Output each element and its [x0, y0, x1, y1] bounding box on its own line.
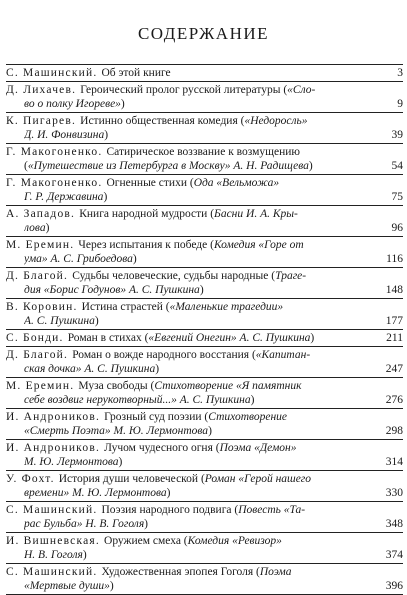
toc-work-title: Басни И. А. Кры- — [214, 208, 298, 220]
separator-line — [6, 112, 403, 113]
toc-entry-text — [24, 221, 377, 235]
toc-work-title: Н. В. Гоголя — [24, 549, 83, 561]
toc-essay-title: Истина страстей ( — [81, 301, 170, 313]
toc-entry-line — [6, 114, 403, 128]
toc-essay-title: ) — [82, 549, 87, 561]
toc-essay-title: Оружием смеха ( — [104, 535, 188, 547]
toc-entry[interactable] — [6, 114, 403, 142]
separator-line — [6, 81, 403, 82]
toc-page-number: 3 — [397, 67, 403, 79]
toc-work-title: Роман «Герой нашего — [204, 473, 312, 485]
toc-author: Г. Макогоненко. — [6, 146, 107, 158]
toc-work-title: «Недоросль» — [244, 115, 308, 127]
toc-entry-line — [6, 300, 403, 314]
toc-essay-title: Об этой книге — [101, 67, 171, 79]
toc-work-title: «Путешествие из Петербурга в Москву» А. Н. Радищева — [27, 160, 309, 172]
toc-entry-text — [6, 114, 377, 128]
toc-entry[interactable] — [6, 534, 403, 562]
separator-line — [6, 563, 403, 564]
toc-author: С. Машинский. — [6, 67, 102, 79]
toc-entry-line — [6, 65, 403, 81]
toc-page-number: 314 — [385, 456, 403, 468]
toc-entry-line — [6, 145, 403, 159]
toc-entry-line — [6, 424, 403, 438]
toc-essay-title: Художественная эпопея Гоголя ( — [101, 566, 260, 578]
separator-line — [6, 298, 403, 299]
toc-entry[interactable] — [6, 379, 403, 407]
toc-entry-line — [6, 534, 403, 548]
toc-work-title: А. С. Пушкина — [24, 315, 95, 327]
toc-essay-title: Поэзия народного подвига ( — [101, 504, 239, 516]
toc-entry[interactable] — [6, 441, 403, 469]
toc-entry-text — [6, 145, 377, 159]
toc-entry-text — [6, 83, 377, 97]
toc-work-title: «Евгений Онегин» А. С. Пушкина — [148, 332, 311, 344]
toc-work-title: Г. Р. Державина — [24, 191, 104, 203]
toc-page-number: 247 — [385, 363, 403, 375]
toc-entry-line — [6, 348, 403, 362]
toc-work-title: лова — [24, 222, 46, 234]
toc-essay-title: Героический пролог русской литературы ( — [80, 84, 288, 96]
toc-entry[interactable] — [6, 269, 403, 297]
toc-entry-line — [6, 207, 403, 221]
toc-entry-text — [6, 503, 377, 517]
toc-essay-title: ) — [120, 98, 125, 110]
toc-essay-title: ( — [24, 160, 28, 172]
toc-work-title: Д. И. Фонвизина — [24, 129, 105, 141]
toc-essay-title: ) — [166, 487, 171, 499]
toc-author: Д. Благой. — [6, 270, 73, 282]
toc-entry-line — [6, 97, 403, 111]
toc-work-title: дия «Борис Годунов» А. С. Пушкина — [24, 284, 200, 296]
toc-entry-line — [6, 128, 403, 142]
separator-line — [6, 174, 403, 175]
toc-work-title: Поэма «Демон» — [219, 442, 297, 454]
toc-entry-text — [24, 424, 377, 438]
toc-entry[interactable] — [6, 472, 403, 500]
toc-work-title: себе воздвиг нерукотворный...» А. С. Пушкина — [24, 394, 251, 406]
toc-entry-line — [6, 221, 403, 235]
toc-author: М. Еремин. — [6, 380, 79, 392]
toc-page-number: 330 — [385, 487, 403, 499]
toc-entry-line — [6, 548, 403, 562]
toc-work-title: Поэма — [259, 566, 292, 578]
toc-entry-text — [24, 190, 377, 204]
toc-entry[interactable] — [6, 300, 403, 328]
toc-page-number: 374 — [385, 549, 403, 561]
separator-line — [6, 267, 403, 268]
toc-essay-title: ) — [199, 284, 204, 296]
toc-work-title: «Смерть Поэта» М. Ю. Лермонтова — [24, 425, 209, 437]
toc-work-title: ума» А. С. Грибоедова — [24, 253, 133, 265]
toc-entry-text — [24, 362, 377, 376]
table-of-contents — [6, 64, 403, 595]
toc-entry-text — [6, 565, 377, 579]
toc-essay-title: Огненные стихи ( — [106, 177, 194, 189]
toc-entry[interactable] — [6, 83, 403, 111]
page-title: СОДЕРЖАНИЕ — [137, 24, 270, 43]
toc-essay-title: История души человеческой ( — [58, 473, 205, 485]
toc-work-title: времени» М. Ю. Лермонтова — [24, 487, 167, 499]
toc-entry-line — [6, 283, 403, 297]
toc-entry[interactable] — [6, 565, 403, 593]
toc-author: Д. Благой. — [6, 349, 73, 361]
toc-entry-text — [24, 579, 377, 593]
toc-entry[interactable] — [6, 145, 403, 173]
toc-work-title: «Маленькие трагедии» — [169, 301, 284, 313]
toc-entry-text — [6, 410, 377, 424]
toc-entry-line — [6, 252, 403, 266]
toc-entry-text — [24, 393, 377, 407]
toc-entry-line — [6, 190, 403, 204]
toc-essay-title: Муза свободы ( — [78, 380, 155, 392]
toc-entry-line — [6, 159, 403, 173]
toc-author: И. Андроников. — [6, 442, 105, 454]
toc-entry-text — [6, 348, 377, 362]
toc-essay-title: ) — [208, 425, 212, 437]
toc-entry-text — [6, 379, 377, 393]
toc-essay-title: ) — [94, 315, 99, 327]
toc-essay-title: Истинно общественная комедия ( — [80, 115, 245, 127]
toc-work-title: «Сло- — [287, 84, 316, 96]
separator-line — [6, 346, 403, 347]
toc-author: Г. Макогоненко. — [6, 177, 107, 189]
toc-work-title: Стихотворение — [208, 411, 287, 423]
toc-work-title: Повесть «Та- — [238, 504, 306, 516]
toc-entry-text — [6, 176, 377, 190]
toc-entry-text — [24, 548, 377, 562]
toc-entry-text — [6, 207, 377, 221]
toc-work-title: Стихотворение «Я памятник — [154, 380, 302, 392]
toc-entry-line — [6, 83, 403, 97]
separator-line — [6, 408, 403, 409]
toc-work-title: ская дочка» А. С. Пушкина — [24, 363, 156, 375]
toc-essay-title: ) — [144, 518, 149, 530]
toc-author: У. Фохт. — [6, 473, 59, 485]
toc-page-number: 276 — [385, 394, 403, 406]
toc-page-number: 39 — [391, 129, 403, 141]
toc-work-title: Ода «Вельможа» — [193, 177, 280, 189]
toc-entry-text — [24, 283, 377, 297]
toc-essay-title: Роман о вожде народного восстания ( — [72, 349, 256, 361]
toc-essay-title: Через испытания к победе ( — [78, 239, 214, 251]
toc-entry-text — [6, 441, 377, 455]
toc-essay-title: Грозный суд поэзии ( — [104, 411, 209, 423]
toc-author: А. Западов. — [6, 208, 80, 220]
toc-entry-text — [6, 300, 377, 314]
toc-entry-line — [6, 238, 403, 252]
separator-line — [6, 377, 403, 378]
toc-entry-line — [6, 176, 403, 190]
toc-entry-line — [6, 362, 403, 376]
toc-entry[interactable] — [6, 410, 403, 438]
toc-page-number: 348 — [385, 518, 403, 530]
toc-entry-line — [6, 410, 403, 424]
toc-essay-title: ) — [155, 363, 160, 375]
toc-entry-line — [6, 379, 403, 393]
toc-entry[interactable] — [6, 65, 403, 81]
toc-entry-text — [24, 159, 377, 173]
toc-work-title: «Капитан- — [255, 349, 311, 361]
toc-page-number: 96 — [391, 222, 403, 234]
toc-entry-text — [24, 252, 377, 266]
separator-line — [6, 501, 403, 502]
toc-entry[interactable] — [6, 207, 403, 235]
separator-line — [6, 236, 403, 237]
toc-essay-title: ) — [45, 222, 50, 234]
toc-page-number: 298 — [385, 425, 403, 437]
toc-essay-title: ) — [310, 332, 315, 344]
toc-page-number: 75 — [391, 191, 403, 203]
toc-author: С. Машинский. — [6, 566, 102, 578]
toc-entry-text — [6, 269, 377, 283]
toc-essay-title: Лучом чудесного огня ( — [104, 442, 220, 454]
toc-entry-line — [6, 441, 403, 455]
toc-work-title: М. Ю. Лермонтова — [24, 456, 119, 468]
toc-author: Д. Лихачев. — [6, 84, 81, 96]
toc-entry-line — [6, 393, 403, 407]
toc-author: М. Еремин. — [6, 239, 79, 251]
toc-entry-text — [6, 330, 377, 346]
toc-essay-title: Роман в стихах ( — [67, 332, 149, 344]
toc-work-title: Комедия «Горе от — [213, 239, 304, 251]
toc-essay-title: ) — [118, 456, 123, 468]
separator-line — [6, 439, 403, 440]
toc-entry-text — [24, 314, 377, 328]
toc-essay-title: ) — [109, 580, 114, 592]
toc-entry-line — [6, 579, 403, 593]
toc-essay-title: Книга народной мудрости ( — [79, 208, 215, 220]
toc-page-number: 116 — [386, 253, 403, 265]
toc-work-title: Комедия «Ревизор» — [187, 535, 282, 547]
toc-entry-text — [6, 65, 377, 81]
toc-entry[interactable] — [6, 330, 403, 346]
toc-author: И. Андроников. — [6, 411, 105, 423]
toc-page-number: 396 — [385, 580, 403, 592]
toc-entry-line — [6, 330, 403, 346]
toc-entry-line — [6, 455, 403, 469]
toc-page-number: 54 — [391, 160, 403, 172]
toc-entry-text — [24, 517, 377, 531]
toc-work-title: Траге- — [275, 270, 307, 282]
toc-page-number: 177 — [385, 315, 403, 327]
toc-author: В. Коровин. — [6, 301, 82, 313]
toc-author: И. Вишневская. — [6, 535, 105, 547]
toc-entry-text — [24, 97, 377, 111]
toc-essay-title: ) — [250, 394, 255, 406]
toc-entry-text — [24, 128, 377, 142]
toc-essay-title: ) — [104, 129, 109, 141]
toc-essay-title: ) — [103, 191, 108, 203]
toc-page-number: 148 — [385, 284, 403, 296]
toc-work-title: во о полку Игореве» — [24, 98, 121, 110]
toc-essay-title: ) — [308, 160, 313, 172]
toc-page-number: 211 — [386, 332, 403, 344]
toc-entry[interactable] — [6, 238, 403, 266]
toc-page-number: 9 — [397, 98, 403, 110]
toc-entry[interactable] — [6, 348, 403, 376]
toc-entry-text — [24, 455, 377, 469]
toc-entry-text — [6, 472, 377, 486]
toc-essay-title: Судьбы человеческие, судьбы народные ( — [72, 270, 276, 282]
toc-entry-line — [6, 565, 403, 579]
toc-entry-line — [6, 314, 403, 328]
toc-entry[interactable] — [6, 176, 403, 204]
toc-essay-title: ) — [132, 253, 137, 265]
toc-entry-line — [6, 486, 403, 500]
toc-entry-text — [24, 486, 377, 500]
toc-entry-line — [6, 269, 403, 283]
separator-line — [6, 470, 403, 471]
toc-work-title: рас Бульба» Н. В. Гоголя — [24, 518, 145, 530]
toc-author: С. Машинский. — [6, 504, 102, 516]
toc-entry-line — [6, 472, 403, 486]
toc-work-title: «Мертвые души» — [24, 580, 110, 592]
toc-entry-line — [6, 517, 403, 531]
toc-entry[interactable] — [6, 503, 403, 531]
toc-entry-text — [6, 238, 377, 252]
toc-entry-line — [6, 503, 403, 517]
separator-line — [6, 205, 403, 206]
separator-line — [6, 532, 403, 533]
toc-author: К. Пигарев. — [6, 115, 81, 127]
separator-line — [6, 143, 403, 144]
toc-author: С. Бонди. — [6, 332, 68, 344]
toc-essay-title: Сатирическое воззвание к возмущению — [106, 146, 301, 158]
toc-entry-text — [6, 534, 377, 548]
